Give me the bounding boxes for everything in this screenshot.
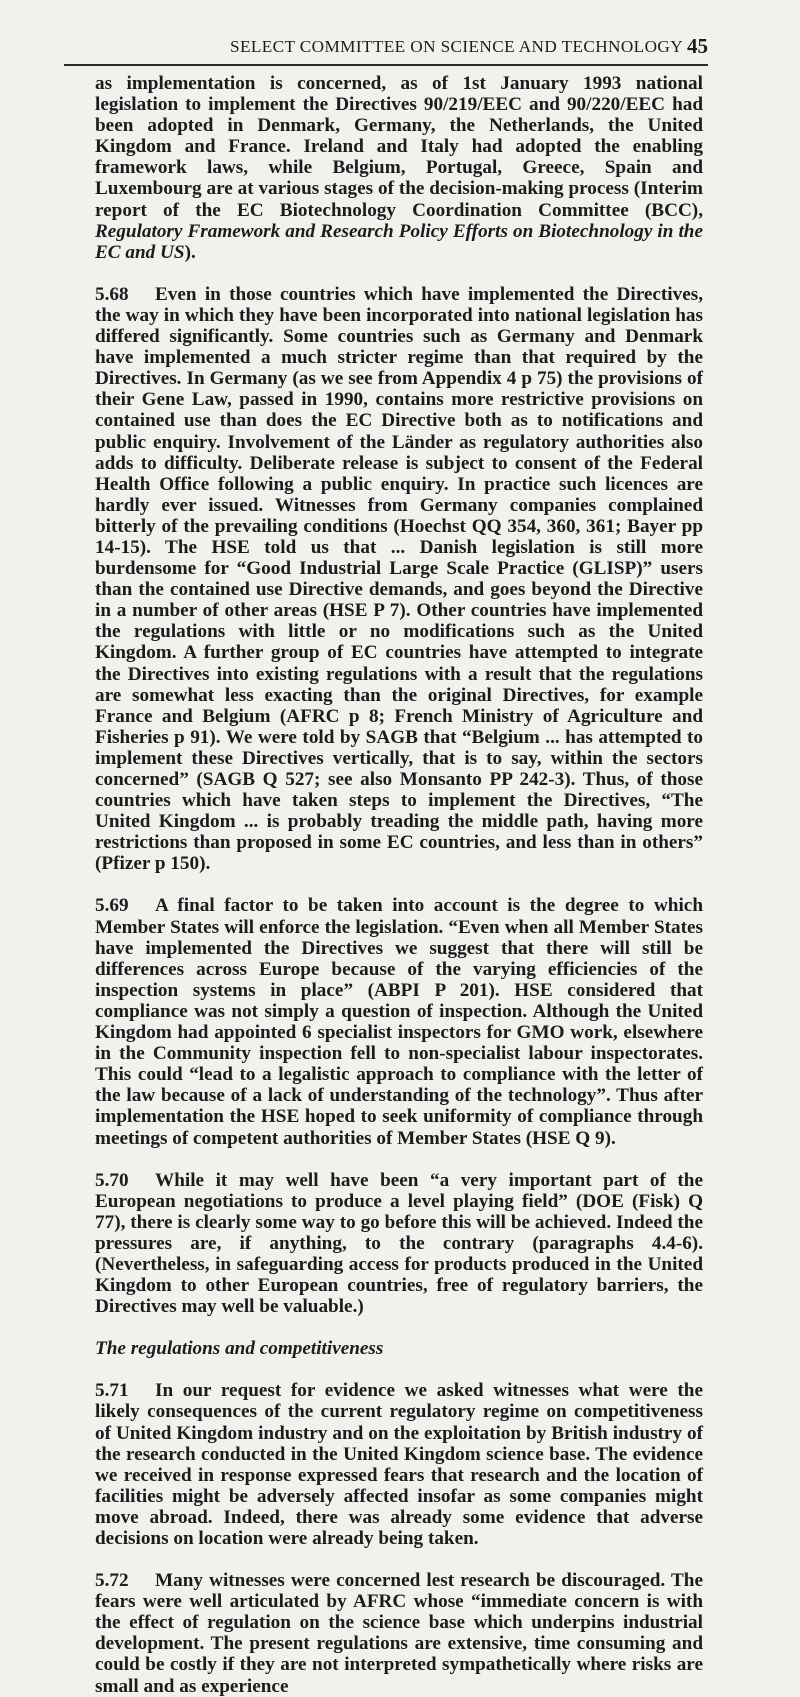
page-number: 45 xyxy=(687,34,708,58)
paragraph-5-69 xyxy=(95,895,703,1148)
paragraph-text: While it may well have been “a very important part of the European negotiations to produce a level playing field” (DOE (Fisk) Q 77), there is clearly some way to go before this will be achieved. Indeed the pressures are, if anything, to the contrary (paragraphs 4.4-6). (Nevertheless, in safeguarding access for products produced in the United Kingdom to other European countries, free of regulatory barriers, the Directives may well be valuable.) xyxy=(95,1169,703,1318)
paragraph-continuation xyxy=(95,73,703,263)
paragraph-number: 5.69 xyxy=(95,895,129,917)
report-title-italic: Regulatory Framework and Research Policy Efforts on Biotechnology in the EC and US xyxy=(95,220,703,263)
paragraph-5-68 xyxy=(95,284,703,875)
running-header-title: SELECT COMMITTEE ON SCIENCE AND TECHNOLOGY xyxy=(230,37,684,56)
paragraph-text-end: ). xyxy=(184,241,196,263)
paragraph-5-72 xyxy=(95,1570,703,1697)
paragraph-5-70 xyxy=(95,1170,703,1318)
section-heading: The regulations and competitiveness xyxy=(95,1338,384,1360)
body-text xyxy=(95,73,703,1697)
paragraph-text: Many witnesses were concerned lest research be discouraged. The fears were well articulated by AFRC whose “immediate concern is with the effect of regulation on the science base which underpins industrial development. The present regulations are extensive, time consuming and could be costly if they are not interpreted sympathetically where risks are small and as experience xyxy=(95,1570,703,1697)
paragraph-number: 5.70 xyxy=(95,1169,129,1191)
paragraph-5-71 xyxy=(95,1380,703,1549)
paragraph-text: A final factor to be taken into account is the degree to which Member States will enforce the legislation. “Even when all Member States have implemented the Directives we suggest that there will still be differences across Europe because of the varying efficiencies of the inspection systems in place” (ABPI P 201). HSE considered that compliance was not simply a question of inspection. Although the United Kingdom had appointed 6 specialist inspectors for GMO work, elsewhere in the Community inspection fell to non-specialist labour inspectorates. This could “lead to a legalistic approach to compliance with the letter of the law because of a lack of understanding of the technology”. Thus after implementation the HSE hoped to seek uniformity of compliance through meetings of competent authorities of Member States (HSE Q 9). xyxy=(95,895,703,1149)
paragraph-text: In our request for evidence we asked witnesses what were the likely consequences of the current regulatory regime on competitiveness of United Kingdom industry and on the exploitation by British industry of the research conducted in the United Kingdom science base. The evidence we received in response expressed fears that research and the location of facilities might be adversely affected insofar as some companies might move abroad. Indeed, there was already some evidence that adverse decisions on location were already being taken. xyxy=(95,1380,703,1549)
paragraph-text: Even in those countries which have implemented the Directives, the way in which they have been incorporated into national legislation has differed significantly. Some countries such as Germany and Denmark have implemented a much stricter regime than that required by the Directives. In Germany (as we see from Appendix 4 p 75) the provisions of their Gene Law, passed in 1990, contains more restrictive provisions on contained use than does the EC Directive both as to notifications and public enquiry. Involvement of the Länder as regulatory authorities also adds to difficulty. Deliberate release is subject to consent of the Federal Health Office following a public enquiry. In practice such licences are hardly ever issued. Witnesses from Germany companies complained bitterly of the prevailing conditions (Hoechst QQ 354, 360, 361; Bayer pp 14-15). The HSE told us that ... Danish legislation is still more burdensome for “Good Industrial Large Scale Practice (GLISP)” users than the contained use Directive demands, and goes beyond the Directive in a number of other areas (HSE P 7). Other countries have implemented the regulations with little or no modifications such as the United Kingdom. A further group of EC countries have attempted to integrate the Directives into existing regulations with a result that the regulations are somewhat less exacting than the original Directives, for example France and Belgium (AFRC p 8; French Ministry of Agriculture and Fisheries p 91). We were told by SAGB that “Belgium ... has attempted to implement these Directives vertically, that is to say, within the sectors concerned” (SAGB Q 527; see also Monsanto PP 242-3). Thus, of those countries which have taken steps to implement the Directives, “The United Kingdom ... is probably treading the middle path, having more restrictions than proposed in some EC countries, and less than in others” (Pfizer p 150). xyxy=(95,283,703,875)
paragraph-number: 5.71 xyxy=(95,1380,129,1402)
paragraph-text: as implementation is concerned, as of 1st January 1993 national legislation to implement the Directives 90/219/EEC and 90/220/EEC had been adopted in Denmark, Germany, the Netherlands, the United Kingdom and France. Ireland and Italy had adopted the enabling framework laws, while Belgium, Portugal, Greece, Spain and Luxembourg are at various stages of the decision-making process (Interim report of the EC Biotechnology Coordination Committee (BCC), xyxy=(95,73,703,221)
paragraph-number: 5.68 xyxy=(95,283,129,305)
paragraph-number: 5.72 xyxy=(95,1570,129,1592)
running-header xyxy=(64,24,708,66)
